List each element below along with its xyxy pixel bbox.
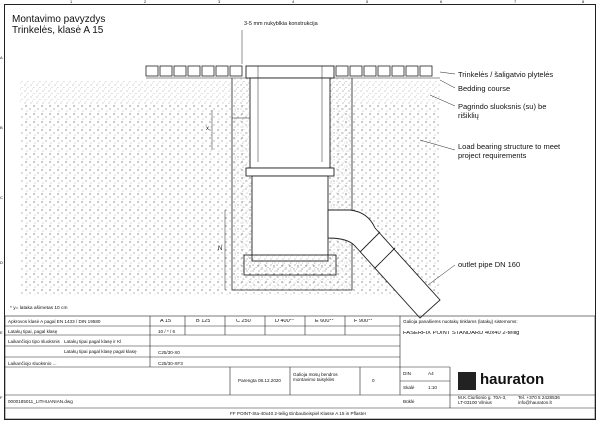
load-label: Load bearing structure to meet project requirements bbox=[458, 142, 561, 160]
revision: 0 bbox=[372, 378, 375, 383]
paver-label: Trinkelės / šaligatvio plytelės bbox=[458, 70, 554, 79]
title-line: Montavimo pavyzdys bbox=[12, 14, 106, 25]
product-name: FASERFIX POINT STANDARD 40x40 2-teilig bbox=[403, 331, 520, 336]
ruler-label: 8 bbox=[582, 0, 585, 4]
ruler-label: F bbox=[0, 395, 3, 400]
ruler-label: B bbox=[0, 125, 3, 130]
channel-types-row: Latakų tipai, pagal klasę bbox=[8, 329, 58, 334]
ruler-label: 3 bbox=[218, 0, 221, 4]
base-label: Pagrindo sluoksnis (su) be rišiklių bbox=[458, 102, 547, 120]
ruler-label: C bbox=[0, 195, 3, 200]
class-b125: B 125 bbox=[196, 319, 211, 324]
top-tolerance-note: 3-5 mm nukyblkia konstrukcija bbox=[244, 21, 318, 27]
class-d400: D 400** bbox=[275, 319, 294, 324]
prepared-label: Parengta bbox=[238, 378, 257, 383]
x-dimension: x bbox=[206, 126, 209, 132]
bedding-label: Bedding course bbox=[458, 84, 511, 93]
channel-types-a15: 10 / * / 6 bbox=[158, 329, 176, 334]
scale-value: 1:10 bbox=[428, 385, 437, 390]
install-rules-note: Galioja mūsų bendros montavimo taisyklės bbox=[293, 372, 338, 382]
ruler-label: 6 bbox=[440, 0, 443, 4]
class-row-header: Apkrovos klasė A pagal EN 1433 / DIN 19580 bbox=[8, 319, 101, 324]
concrete-grade-x0: C25/30-X0 bbox=[158, 350, 180, 355]
ruler-label: 2 bbox=[144, 0, 147, 4]
hauraton-logo-icon bbox=[458, 372, 476, 390]
company-address: M.K.Čiurlionio g. 70A-3, LT-03100 Vilnius bbox=[458, 395, 507, 405]
din-value: A4 bbox=[428, 371, 434, 376]
status-label: Būklė bbox=[403, 399, 415, 404]
outlet-label: outlet pipe DN 160 bbox=[458, 260, 521, 269]
scale-label: Skalė bbox=[403, 385, 415, 390]
ruler-label: A bbox=[0, 55, 3, 60]
ruler-label: 4 bbox=[292, 0, 295, 4]
ruler-label: 5 bbox=[366, 0, 369, 4]
bearing-layer-label: Laikančiojo tipo sluoksnis bbox=[8, 339, 60, 344]
ruler-label: D bbox=[0, 260, 3, 265]
bearing-layer-desc2: Latakų tipai pagal klasę pagal klasę bbox=[64, 349, 137, 354]
company-contact: Tel. +370 5 2428536 info@hauraton.lt bbox=[518, 395, 560, 405]
drawing-number: 0000185011_LITHUANIAN.dwg bbox=[8, 399, 73, 404]
class-c250: C 250 bbox=[236, 319, 251, 324]
ruler-label: 1 bbox=[70, 0, 73, 4]
din-label: DIN bbox=[403, 371, 411, 376]
drawing-description: FF POINT-Sta-40x40 2-teilig Einbaubeispiel Klasse A 15 in Pflaster bbox=[230, 411, 367, 416]
bearing-layer-desc: Latakų tipai pagal klasę ir Kl bbox=[64, 339, 122, 344]
ruler-label: E bbox=[0, 330, 3, 335]
layer-note: Laikančiojo sluoksnio ... bbox=[8, 361, 57, 366]
ruler-label: 7 bbox=[514, 0, 517, 4]
prepared-date: 08.12.2020 bbox=[258, 378, 281, 383]
footnote: * y= lataka ašimetas 10 cm bbox=[10, 306, 68, 311]
class-f900: F 900** bbox=[354, 319, 373, 324]
concrete-grade-xf3: C25/30-XF3 bbox=[158, 361, 183, 366]
brand-name: hauraton bbox=[480, 371, 545, 388]
validity-note: Galioja panašiems nuotakų tinklams (latakų) sistemoms: bbox=[403, 319, 518, 324]
class-a15: A 15 bbox=[160, 319, 172, 324]
n-dimension: N bbox=[218, 246, 223, 252]
class-e600: E 600** bbox=[315, 319, 334, 324]
title-line: Trinkelės, klasė A 15 bbox=[12, 25, 104, 36]
